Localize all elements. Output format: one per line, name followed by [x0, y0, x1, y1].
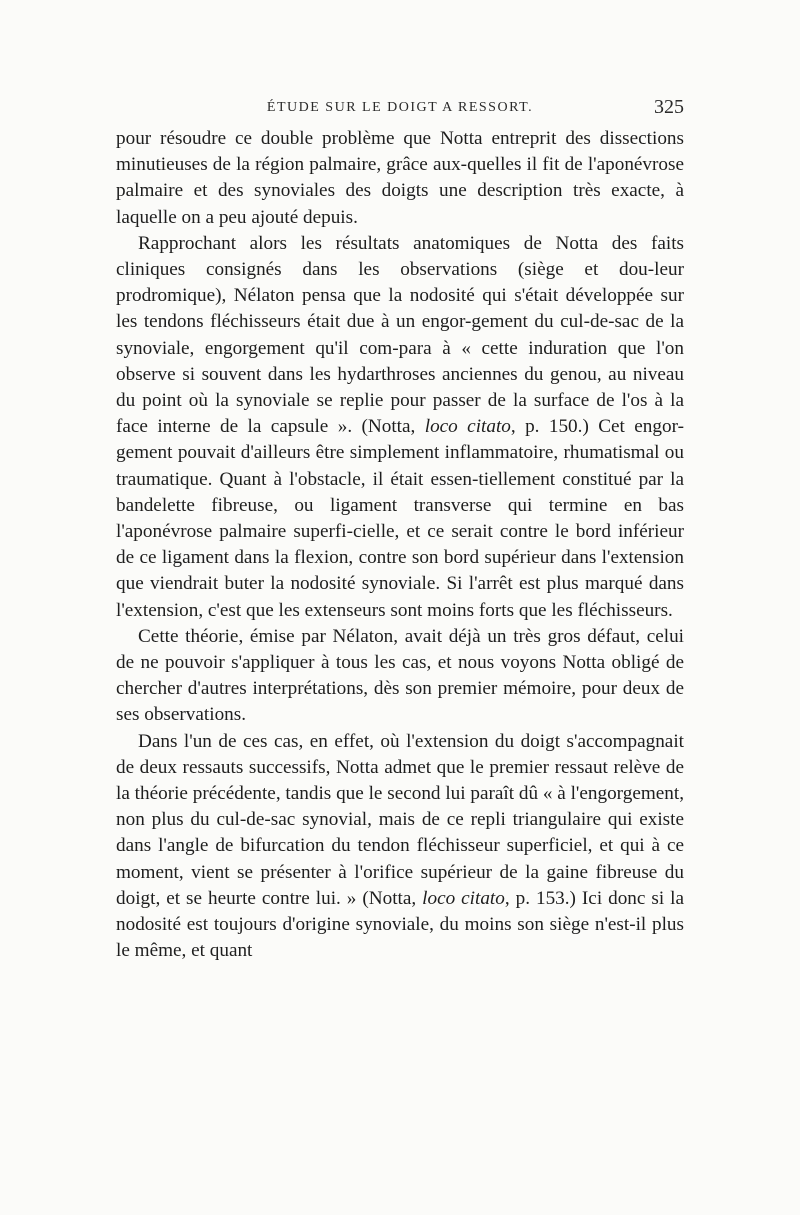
running-title: ÉTUDE SUR LE DOIGT A RESSORT.	[266, 100, 534, 115]
paragraph: pour résoudre ce double problème que Notta entreprit des dissections minutieuses de la région palmaire, grâce aux-quelles il fit de l'aponévrose palmaire et des synoviales des doigts une description très exacte, à laquelle on a peu ajouté depuis.	[116, 128, 684, 228]
paragraph-text: Rapprochant alors les résultats anatomiques de Notta des faits cliniques consignés dans les observations (siège et dou-leur prodromique), Nélaton pensa que la nodosité qui s'était développée sur les tendons fléchisseurs était due à un engor-gement du cul-de-sac de la synoviale, engorgement qu'il com-para à « cette induration que l'on observe si souvent dans les hydarthroses anciennes du genou, au niveau du point où la synoviale se replie pour passer de la surface de l'os à la face interne de la capsule ». (Notta,	[116, 232, 684, 438]
paragraph-text: , p. 153.) Ici donc si la nodosité est toujours d'origine synoviale, du moins son siège n'est-il plus le même, et quant	[116, 887, 684, 962]
italic-citation: loco citato	[424, 416, 511, 438]
paragraph	[116, 231, 684, 624]
book-page	[116, 96, 684, 965]
paragraph: Cette théorie, émise par Nélaton, avait déjà un très gros défaut, celui de ne pouvoir s'appliquer à tous les cas, et nous voyons Notta obligé de chercher d'autres interprétations, dès son premier mémoire, pour deux de ses observations.	[116, 625, 684, 726]
paragraph	[116, 729, 684, 965]
paragraph-text: Dans l'un de ces cas, en effet, où l'extension du doigt s'accompagnait de deux ressauts successifs, Notta admet que le premier ressaut relève de la théorie précédente, tandis que le second lui paraît dû « à l'engorgement, non plus du cul-de-sac synovial, mais de ce repli triangulaire qui existe dans l'angle de bifurcation du tendon fléchisseur superficiel, et qui à ce moment, vient se présenter à l'orifice supérieur de la gaine fibreuse du doigt, et se heurte contre lui. » (Notta,	[116, 730, 684, 909]
running-header	[116, 96, 684, 122]
paragraph-text: , p. 150.) Cet engor-gement pouvait d'ailleurs être simplement inflammatoire, rhumatismal ou traumatique. Quant à l'obstacle, il était essen-tiellement constitué par la bandelette fibreuse, ou ligament transverse qui termine en bas l'aponévrose palmaire superfi-cielle, et ce serait contre le bord inférieur de ce ligament dans la flexion, contre son bord supérieur dans l'extension que viendrait buter la nodosité synoviale. Si l'arrêt est plus marqué dans l'extension, c'est que les extenseurs sont moins forts que les fléchisseurs.	[116, 416, 684, 621]
body-text	[116, 126, 684, 965]
italic-citation: loco citato	[422, 887, 505, 909]
page-number: 325	[654, 96, 684, 118]
